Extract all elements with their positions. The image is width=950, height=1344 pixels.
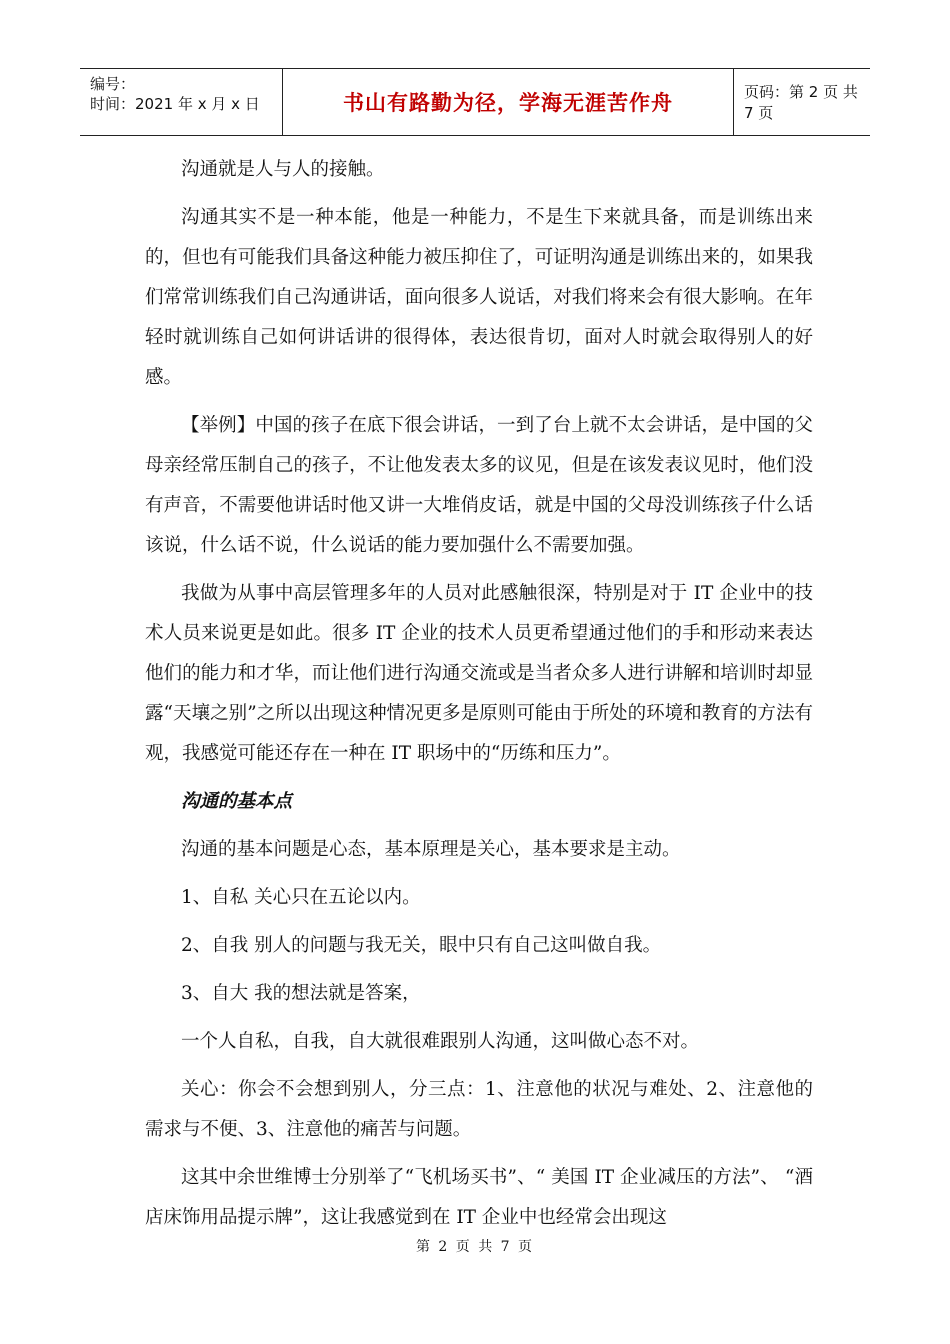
section-heading: 沟通的基本点	[181, 791, 293, 812]
number-label: 编号：	[90, 75, 136, 93]
paragraph: 沟通其实不是一种本能，他是一种能力，不是生下来就具备，而是训练出来的，但也有可能我们具备这种能力被压抑住了，可证明沟通是训练出来的，如果我们常常训练我们自己沟通讲话，面向很多人说话，对我们将来会有很大影响。在年轻时就训练自己如何讲话讲的很得体，表达很肯切，面对人时就会取得别人的好感。	[145, 207, 813, 388]
document-header	[80, 68, 870, 136]
paragraph: 关心：你会不会想到别人，分三点：1、注意他的状况与难处、2、注意他的需求与不便、3、注意他的痛苦与问题。	[145, 1079, 813, 1140]
list-item: 1、自私 关心只在五论以内。	[181, 887, 421, 908]
page-footer: 第 2 页 共 7 页	[415, 1239, 535, 1255]
list-item: 2、自我 别人的问题与我无关，眼中只有自己这叫做自我。	[181, 935, 662, 956]
list-item: 3、自大 我的想法就是答案，	[181, 983, 421, 1004]
paragraph: 沟通的基本问题是心态，基本原理是关心，基本要求是主动。	[181, 839, 681, 860]
header-meta-cell	[80, 69, 282, 135]
page-info: 页码：第 2 页 共 7 页	[744, 83, 858, 122]
paragraph: 这其中余世维博士分别举了“飞机场买书”、“ 美国 IT 企业减压的方法”、 “酒店床饰用品提示牌”，这让我感觉到在 IT 企业中也经常会出现这	[145, 1167, 813, 1228]
date-label: 时间：2021 年 x 月 x 日	[90, 95, 260, 113]
header-page-cell	[734, 69, 870, 135]
document-body	[145, 150, 813, 1246]
paragraph: 沟通就是人与人的接触。	[181, 159, 385, 180]
header-motto-cell	[282, 69, 734, 135]
paragraph: 我做为从事中高层管理多年的人员对此感触很深，特别是对于 IT 企业中的技术人员来说更是如此。很多 IT 企业的技术人员更希望通过他们的手和形动来表达他们的能力和才华，而让他们进行沟通交流或是当者众多人进行讲解和培训时却显露“天壤之别”之所以出现这种情况更多是原则可能由于所处的环境和教育的方法有观，我感觉可能还存在一种在 IT 职场中的“历练和压力”。	[145, 583, 813, 764]
paragraph: 一个人自私，自我，自大就很难跟别人沟通，这叫做心态不对。	[181, 1031, 700, 1052]
motto-text: 书山有路勤为径，学海无涯苦作舟	[343, 91, 673, 115]
paragraph: 【举例】中国的孩子在底下很会讲话，一到了台上就不太会讲话，是中国的父母亲经常压制自己的孩子，不让他发表太多的议见，但是在该发表议见时，他们没有声音，不需要他讲话时他又讲一大堆俏皮话，就是中国的父母没训练孩子什么话该说，什么话不说，什么说话的能力要加强什么不需要加强。	[145, 415, 813, 556]
